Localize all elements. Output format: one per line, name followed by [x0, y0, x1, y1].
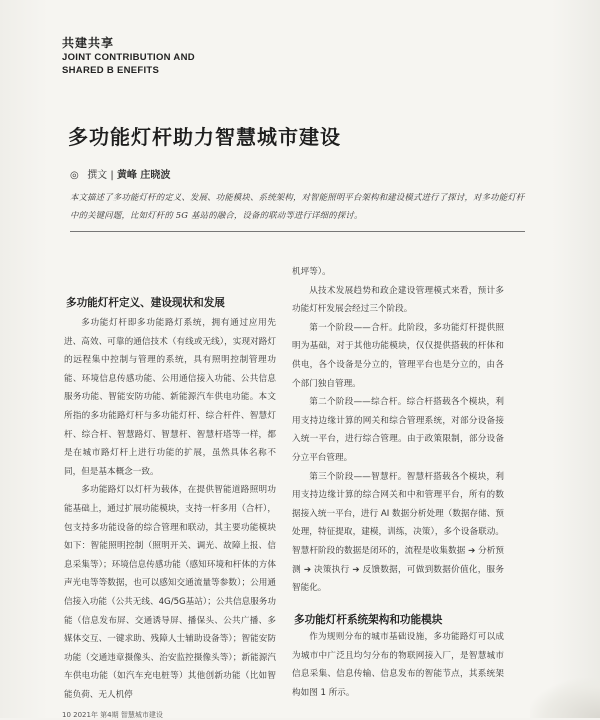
- section-heading-2: 多功能灯杆系统架构和功能模块: [294, 614, 443, 626]
- right-paragraph-0: 机坪等）。: [292, 267, 331, 277]
- byline-label: 撰文: [87, 170, 108, 181]
- byline-authors: 黄峰 庄晓波: [116, 170, 171, 181]
- left-column: [64, 314, 276, 704]
- abstract-divider: [70, 231, 525, 232]
- right-paragraph-1: 从技术发展趋势和政企建设管理模式来看，预计多功能灯杆发展会经过三个阶段。: [292, 285, 504, 315]
- article-title: 多功能灯杆助力智慧城市建设: [68, 125, 341, 149]
- left-paragraph-1: 多功能灯杆即多功能路灯系统，拥有通过应用先进、高效、可靠的通信技术（有线或无线），实现对路灯的远程集中控制与管理的系统，具有照明控制管理功能、环境信息传感功能、公用通信接入功能、公共信息服务功能、智能安防功能、新能源汽车供电功能。本文所指的多功能路灯杆与多功能灯杆、综合杆件、智慧灯杆、综合杆、智慧路灯、智慧杆、智慧杆塔等一样，都是在城市路灯杆上进行功能的扩展，虽然具体名称不同，但是基本概念一致。: [64, 318, 276, 477]
- right-paragraph-3: 第二个阶段——综合杆。综合杆搭载各个模块，利用支持边缘计算的网关和综合管理系统，对部分设备接入统一平台，进行综合管理。由于政策限制，部分设备分立平台管理。: [292, 397, 504, 463]
- right-column: [292, 263, 504, 598]
- page-curl-shadow: [530, 678, 600, 718]
- right-paragraph-4: 第三个阶段——智慧杆。智慧杆搭载各个模块，利用支持边缘计算的综合网关和中和管理平台，所有的数据接入统一平台，进行 AI 数据分析处理（数据存储、预处理，特征提取，建模，训练，决策），多个设备联动。智慧杆阶段的数据是闭环的，流程是收集数据 ➔ 分析预测 ➔ 决策执行 ➔ 反馈数据，可做到数据价值化，服务智能化。: [292, 471, 504, 594]
- section-heading-1: 多功能灯杆定义、建设现状和发展: [66, 297, 225, 309]
- right-paragraph-2: 第一个阶段——合杆。此阶段，多功能灯杆提供照明为基础，对于其他功能模块，仅仅提供搭载的杆体和供电，各个设备是分立的，管理平台也是分立的，由各个部门独自管理。: [292, 322, 504, 389]
- byline-separator: |: [110, 170, 114, 181]
- section-label-en: [62, 51, 195, 77]
- byline: [70, 166, 170, 181]
- section-label-cn: 共建共享: [62, 36, 115, 50]
- article-abstract: 本文描述了多功能灯杆的定义、发展、功能模块、系统架构，对智能照明平台架构和建设模式进行了探讨，对多功能灯杆中的关键问题，比如灯杆的 5G 基站的融合，设备的联动等进行详细的探讨。: [70, 192, 525, 220]
- left-paragraph-2: 多功能路灯以灯杆为载体，在提供智能道路照明功能基础上，通过扩展功能模块，支持一杆多用（合杆），包支持多功能设备的综合管理和联动，其主要功能模块如下：智能照明控制（照明开关、调光、故障上报、信息采集等）；环境信息传感功能（感知环境和杆体的方体声光电等等数据，也可以感知交通流量等参数）；公用通信接入功能（公共无线、4G/5G基站）；公共信息服务功能（信息发布屏、交通诱导屏、播保头、公共广播、多媒体交互、一键求助、残障人士辅助设备等）；智能安防功能（交通违章摄像头、治安监控摄像头等）；新能源汽车供电功能（如汽车充电桩等）其他创新功能（比如智能负荷、无人机停: [64, 485, 276, 700]
- right-paragraph-5: 作为规则分布的城市基础设施，多功能路灯可以成为城市中广泛且均匀分布的物联网接入厂，是智慧城市信息采集、信息传输、信息发布的智能节点，其系统架构如图 1 所示。: [292, 632, 504, 698]
- byline-mark-icon: ◎: [70, 170, 79, 181]
- section-label-en-line2: SHARED B ENEFITS: [62, 65, 160, 76]
- section-label-en-line1: JOINT CONTRIBUTION AND: [62, 52, 195, 63]
- right-column-lower: [292, 628, 504, 702]
- page-footer: 10 2021年 第4期 智慧城市建设: [62, 711, 163, 719]
